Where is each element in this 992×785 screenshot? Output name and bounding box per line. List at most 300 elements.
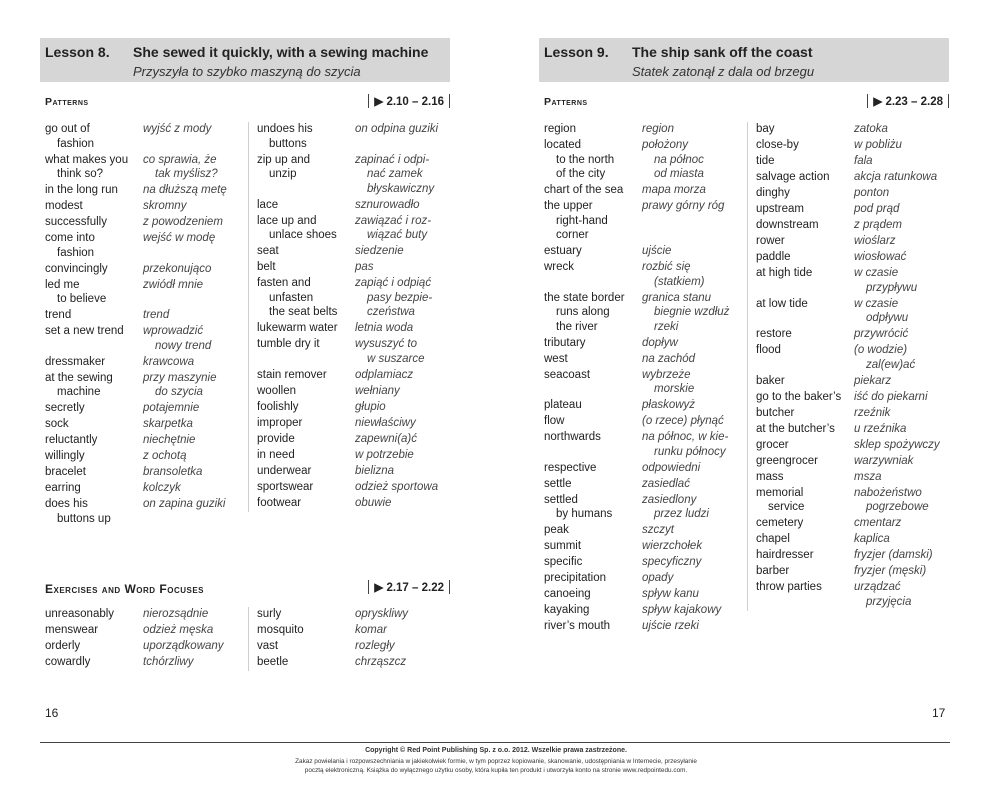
lesson-header (539, 38, 949, 82)
english-term: improper (257, 416, 303, 429)
vocab-entry (756, 470, 956, 485)
vocab-entry (257, 623, 457, 638)
audio-track-range: ▶ 2.10 – 2.16 (368, 94, 450, 108)
section-title: Exercises and Word Focuses (45, 582, 205, 596)
english-term: close-by (756, 139, 799, 151)
polish-translation: wiosłować (854, 251, 907, 263)
vocab-entry (257, 198, 457, 213)
english-term: convincingly (45, 262, 108, 275)
polish-translation: (o rzece) płynąć (642, 415, 724, 427)
vocab-entry (257, 321, 457, 336)
vocab-entry (544, 587, 749, 602)
polish-translation: obuwie (355, 496, 392, 509)
english-term: located to the north of the city (544, 139, 615, 180)
vocab-entry (45, 655, 250, 670)
english-term: led me to believe (45, 278, 107, 305)
vocab-entry (45, 355, 250, 370)
polish-translation: bielizna (355, 464, 394, 477)
polish-translation: granica stanu biegnie wzdłuż rzeki (642, 291, 730, 333)
english-term: flood (756, 344, 781, 356)
polish-translation: mapa morza (642, 184, 706, 196)
english-term: lukewarm water (257, 322, 338, 334)
vocab-entry (756, 438, 956, 453)
english-term: west (544, 352, 568, 365)
vocab-entry (257, 153, 457, 197)
english-term: throw parties (756, 581, 822, 593)
english-term: plateau (544, 399, 582, 411)
polish-translation: warzywniak (854, 454, 914, 467)
patterns-header (544, 96, 949, 112)
english-term: settled by humans (544, 493, 613, 520)
english-term: the state border runs along the river (544, 291, 625, 333)
polish-translation: w czasie odpływu (854, 297, 909, 324)
english-term: does his buttons up (45, 498, 111, 525)
english-term: the upper right-hand corner (544, 200, 608, 241)
polish-translation: kaplica (854, 533, 890, 545)
polish-translation: zawiązać i roz- wiązać buty (355, 214, 432, 241)
vocab-column (544, 122, 749, 635)
polish-translation: odzież męska (143, 624, 214, 636)
vocab-entry (544, 138, 749, 182)
vocab-entry (544, 352, 749, 367)
polish-translation: przekonująco (143, 262, 212, 275)
polish-translation: trend (143, 309, 170, 321)
vocab-entry (544, 477, 749, 492)
vocab-entry (544, 461, 749, 476)
vocab-entry (544, 260, 749, 289)
polish-translation: u rzeźnika (854, 422, 907, 435)
english-term: chapel (756, 533, 790, 545)
vocab-entry (257, 464, 457, 479)
english-term: trend (45, 309, 72, 321)
polish-translation: głupio (355, 400, 386, 413)
polish-translation: prawy górny róg (642, 200, 725, 212)
polish-translation: krawcowa (143, 355, 195, 368)
legal-notice-line: Zakaz powielania i rozpowszechniania w jakiekolwiek formie, w tym poprzez kopiowanie, skanowanie, udostępniania w Internecie, przesyłanie (295, 758, 697, 765)
polish-translation: z prądem (854, 219, 902, 231)
english-term: at the sewing machine (45, 371, 113, 398)
polish-translation: ponton (854, 187, 890, 199)
polish-translation: ujście rzeki (642, 620, 699, 632)
polish-translation: rozległy (355, 640, 395, 652)
vocab-entry (544, 523, 749, 538)
polish-translation: w czasie przypływu (854, 267, 918, 294)
english-term: baker (756, 374, 785, 387)
polish-translation: on zapina guziki (143, 498, 226, 510)
vocab-entry (45, 308, 250, 323)
lesson-subtitle: Statek zatonął z dala od brzegu (632, 64, 815, 79)
english-term: modest (45, 200, 83, 212)
polish-translation: płaskowyż (642, 399, 696, 411)
vocab-entry (544, 571, 749, 586)
polish-translation: ujście (642, 245, 672, 257)
vocab-entry (756, 327, 956, 342)
english-term: grocer (756, 438, 789, 451)
english-term: at high tide (756, 267, 813, 279)
english-term: upstream (756, 203, 804, 215)
polish-translation: potajemnie (143, 402, 200, 414)
polish-translation: komar (355, 624, 387, 636)
polish-translation: cmentarz (854, 517, 902, 529)
polish-translation: sklep spożywczy (854, 438, 940, 451)
english-term: butcher (756, 406, 795, 419)
vocab-entry (45, 122, 250, 151)
vocab-column (248, 122, 457, 512)
vocab-column (45, 607, 250, 671)
vocab-entry (257, 384, 457, 399)
vocab-entry (45, 497, 250, 526)
page-number: 17 (932, 706, 946, 720)
vocab-entry (45, 481, 250, 496)
english-term: sock (45, 418, 69, 430)
english-term: lace up and unlace shoes (257, 214, 337, 241)
vocab-entry (45, 401, 250, 416)
polish-translation: region (642, 123, 674, 135)
polish-translation: przywrócić (854, 328, 909, 340)
vocab-entry (45, 153, 250, 182)
english-term: at the butcher’s (756, 422, 835, 435)
vocab-entry (45, 262, 250, 277)
english-term: go out of fashion (45, 123, 95, 150)
audio-track-range: ▶ 2.23 – 2.28 (867, 94, 949, 108)
polish-translation: piekarz (854, 374, 892, 387)
vocab-entry (257, 244, 457, 259)
copyright-notice: Copyright © Red Point Publishing Sp. z o.o. 2012. Wszelkie prawa zastrzeżone. (365, 747, 627, 754)
polish-translation: skarpetka (143, 418, 193, 430)
vocab-entry (45, 371, 250, 400)
english-term: peak (544, 524, 569, 536)
vocab-entry (257, 368, 457, 383)
vocab-entry (756, 532, 956, 547)
vocab-entry (756, 202, 956, 217)
vocab-entry (257, 122, 457, 151)
vocab-entry (257, 260, 457, 275)
legal-notice-line: pocztą elektroniczną. Książka do wyłącznego użytku osoby, która kupiła ten produkt i utworzyła konto na stronie www.redpointedu.com. (304, 767, 688, 774)
vocab-column (747, 122, 956, 611)
english-term: vast (257, 640, 279, 652)
polish-translation: tchórzliwy (143, 656, 194, 668)
polish-translation: wysuszyć to w suszarce (355, 338, 425, 365)
lesson-title: She sewed it quickly, with a sewing machine (133, 44, 429, 60)
english-term: stain remover (257, 368, 327, 381)
polish-translation: w pobliżu (854, 139, 902, 151)
polish-translation: odplamiacz (355, 368, 414, 381)
polish-translation: iść do piekarni (854, 390, 928, 403)
vocab-entry (756, 564, 956, 579)
audio-track-range: ▶ 2.17 – 2.22 (368, 580, 450, 594)
english-term: beetle (257, 656, 289, 668)
polish-translation: sznurowadło (355, 198, 420, 211)
polish-translation: chrząszcz (355, 656, 407, 668)
vocab-entry (544, 199, 749, 243)
english-term: at low tide (756, 297, 808, 310)
polish-translation: odpowiedni (642, 461, 701, 474)
vocab-entry (45, 231, 250, 260)
english-term: fasten and unfasten the seat belts (257, 277, 338, 318)
english-term: flow (544, 415, 565, 427)
vocab-entry (756, 580, 956, 609)
section-title: Patterns (45, 96, 89, 108)
polish-translation: siedzenie (355, 245, 404, 257)
vocab-entry (756, 170, 956, 185)
polish-translation: w potrzebie (355, 448, 414, 461)
polish-translation: spływ kajakowy (642, 604, 722, 616)
polish-translation: szczyt (642, 524, 674, 536)
vocab-entry (45, 183, 250, 198)
english-term: mass (756, 470, 784, 483)
english-term: canoeing (544, 588, 591, 600)
right-page (539, 38, 949, 632)
vocab-entry (45, 607, 250, 622)
vocab-entry (544, 414, 749, 429)
vocab-entry (756, 154, 956, 169)
vocab-entry (756, 297, 956, 326)
vocab-entry (45, 465, 250, 480)
polish-translation: niechętnie (143, 434, 196, 446)
english-term: salvage action (756, 171, 830, 183)
english-term: woollen (257, 384, 296, 397)
english-term: tributary (544, 336, 586, 349)
footer-divider (40, 742, 950, 743)
vocab-entry (544, 430, 749, 459)
vocab-entry (544, 122, 749, 137)
english-term: earring (45, 482, 81, 494)
english-term: set a new trend (45, 325, 124, 337)
left-page (40, 38, 450, 668)
vocab-entry (544, 539, 749, 554)
polish-translation: rozbić się (statkiem) (642, 261, 705, 288)
polish-translation: dopływ (642, 336, 678, 349)
english-term: hairdresser (756, 549, 814, 561)
english-term: reluctantly (45, 434, 98, 446)
polish-translation: bransoletka (143, 466, 203, 478)
english-term: region (544, 123, 576, 135)
english-term: undoes his buttons (257, 123, 313, 150)
english-term: estuary (544, 245, 582, 257)
vocab-entry (257, 639, 457, 654)
polish-translation: opryskliwy (355, 608, 409, 620)
polish-translation: fryzjer (damski) (854, 549, 933, 561)
english-term: seat (257, 245, 279, 257)
english-term: settle (544, 477, 572, 490)
vocab-entry (45, 215, 250, 230)
english-term: memorial service (756, 486, 805, 513)
vocab-entry (756, 486, 956, 515)
vocab-entry (544, 493, 749, 522)
vocab-column (45, 122, 250, 528)
english-term: unreasonably (45, 608, 115, 620)
polish-translation: spływ kanu (642, 588, 699, 600)
polish-translation: wejść w modę (143, 232, 216, 244)
vocab-entry (756, 422, 956, 437)
polish-translation: fryzjer (męski) (854, 565, 927, 577)
english-term: sportswear (257, 480, 314, 493)
english-term: cowardly (45, 656, 91, 668)
vocab-entry (544, 336, 749, 351)
polish-translation: zapewni(a)ć (355, 432, 417, 445)
english-term: go to the baker’s (756, 390, 842, 403)
english-term: tide (756, 155, 775, 167)
vocab-entry (257, 480, 457, 495)
vocab-entry (45, 433, 250, 448)
polish-translation: położony na północ od miasta (642, 139, 704, 180)
polish-translation: wełniany (355, 384, 400, 397)
polish-translation: pas (355, 261, 374, 273)
english-term: paddle (756, 251, 791, 263)
polish-translation: pod prąd (854, 203, 900, 215)
vocab-entry (544, 183, 749, 198)
english-term: tumble dry it (257, 338, 320, 350)
polish-translation: zapiąć i odpiąć pasy bezpie- czeństwa (355, 277, 433, 318)
page-number: 16 (45, 706, 59, 720)
vocab-entry (756, 374, 956, 389)
polish-translation: niewłaściwy (355, 416, 416, 429)
polish-translation: co sprawia, że tak myślisz? (143, 153, 218, 180)
english-term: successfully (45, 216, 107, 228)
lesson-number: Lesson 8. (45, 44, 110, 60)
vocab-entry (756, 234, 956, 249)
vocab-entry (544, 619, 749, 634)
polish-translation: fala (854, 155, 873, 167)
vocab-entry (257, 607, 457, 622)
english-term: in need (257, 448, 295, 461)
polish-translation: przy maszynie do szycia (143, 371, 217, 398)
vocab-entry (45, 417, 250, 432)
vocab-entry (257, 655, 457, 670)
polish-translation: zwiódł mnie (143, 278, 204, 291)
vocab-entry (257, 400, 457, 415)
english-term: summit (544, 540, 582, 552)
lesson-title: The ship sank off the coast (632, 44, 813, 60)
polish-translation: na zachód (642, 352, 696, 365)
lesson-subtitle: Przyszyła to szybko maszyną do szycia (133, 64, 361, 79)
polish-translation: nierozsądnie (143, 608, 209, 620)
vocab-entry (45, 449, 250, 464)
polish-translation: (o wodzie) zal(ew)ać (854, 344, 916, 371)
english-term: wreck (544, 261, 575, 273)
vocab-entry (257, 337, 457, 366)
english-term: barber (756, 565, 790, 577)
english-term: surly (257, 608, 282, 620)
english-term: rower (756, 235, 785, 247)
vocab-entry (756, 218, 956, 233)
english-term: foolishly (257, 400, 299, 413)
polish-translation: skromny (143, 200, 187, 212)
lesson-number: Lesson 9. (544, 44, 609, 60)
english-term: precipitation (544, 572, 607, 584)
lesson-header (40, 38, 450, 82)
vocab-entry (756, 454, 956, 469)
english-term: dressmaker (45, 355, 106, 368)
english-term: provide (257, 432, 295, 445)
section-title: Patterns (544, 96, 588, 108)
vocab-entry (544, 603, 749, 618)
english-term: underwear (257, 464, 312, 477)
polish-translation: akcja ratunkowa (854, 171, 938, 183)
vocab-entry (756, 186, 956, 201)
vocab-entry (45, 639, 250, 654)
english-term: lace (257, 198, 279, 211)
polish-translation: urządzać przyjęcia (854, 581, 912, 608)
english-term: northwards (544, 431, 601, 443)
english-term: come into fashion (45, 232, 95, 259)
english-term: orderly (45, 640, 81, 652)
vocab-entry (756, 406, 956, 421)
english-term: downstream (756, 219, 819, 231)
polish-translation: uporządkowany (143, 640, 224, 652)
polish-translation: msza (854, 470, 882, 483)
polish-translation: nabożeństwo pogrzebowe (854, 486, 929, 513)
english-term: mosquito (257, 624, 304, 636)
vocab-entry (257, 496, 457, 511)
english-term: respective (544, 461, 597, 474)
vocab-entry (756, 343, 956, 372)
english-term: in the long run (45, 184, 118, 196)
polish-translation: letnia woda (355, 322, 414, 334)
polish-translation: zatoka (854, 123, 888, 135)
polish-translation: z powodzeniem (143, 216, 223, 228)
vocab-entry (756, 122, 956, 137)
vocab-entry (45, 324, 250, 353)
polish-translation: zasiedlony przez ludzi (642, 493, 709, 520)
polish-translation: wprowadzić nowy trend (143, 325, 212, 352)
english-term: secretly (45, 402, 85, 414)
polish-translation: na północ, w kie- runku północy (642, 431, 729, 458)
vocab-entry (45, 623, 250, 638)
vocab-entry (756, 250, 956, 265)
polish-translation: opady (642, 572, 674, 584)
vocab-entry (544, 291, 749, 335)
vocab-entry (257, 432, 457, 447)
english-term: river’s mouth (544, 620, 611, 632)
polish-translation: z ochotą (143, 450, 187, 462)
vocab-entry (756, 390, 956, 405)
polish-translation: zapinać i odpi- nać zamek błyskawiczny (355, 153, 435, 195)
english-term: bracelet (45, 466, 86, 478)
polish-translation: on odpina guziki (355, 123, 439, 135)
vocab-entry (756, 138, 956, 153)
english-term: zip up and unzip (257, 153, 311, 180)
vocab-column (248, 607, 457, 671)
english-term: willingly (45, 450, 85, 462)
exercises-header (45, 582, 450, 598)
english-term: specific (544, 556, 583, 568)
english-term: restore (756, 328, 792, 340)
vocab-entry (756, 548, 956, 563)
vocab-entry (756, 266, 956, 295)
english-term: belt (257, 261, 276, 273)
vocab-entry (257, 214, 457, 243)
english-term: menswear (45, 624, 99, 636)
vocab-entry (257, 416, 457, 431)
polish-translation: wioślarz (854, 235, 896, 247)
vocab-entry (257, 448, 457, 463)
polish-translation: odzież sportowa (355, 480, 439, 493)
vocab-entry (45, 278, 250, 307)
english-term: cemetery (756, 517, 804, 529)
vocab-entry (756, 516, 956, 531)
english-term: what makes you think so? (45, 153, 129, 180)
vocab-entry (544, 368, 749, 397)
vocab-entry (45, 199, 250, 214)
polish-translation: wybrzeże morskie (642, 368, 695, 395)
polish-translation: na dłuższą metę (143, 184, 227, 196)
polish-translation: rzeźnik (854, 406, 891, 419)
english-term: chart of the sea (544, 184, 624, 196)
polish-translation: wyjść z mody (143, 123, 212, 135)
polish-translation: specyficzny (642, 556, 702, 568)
english-term: bay (756, 123, 775, 135)
